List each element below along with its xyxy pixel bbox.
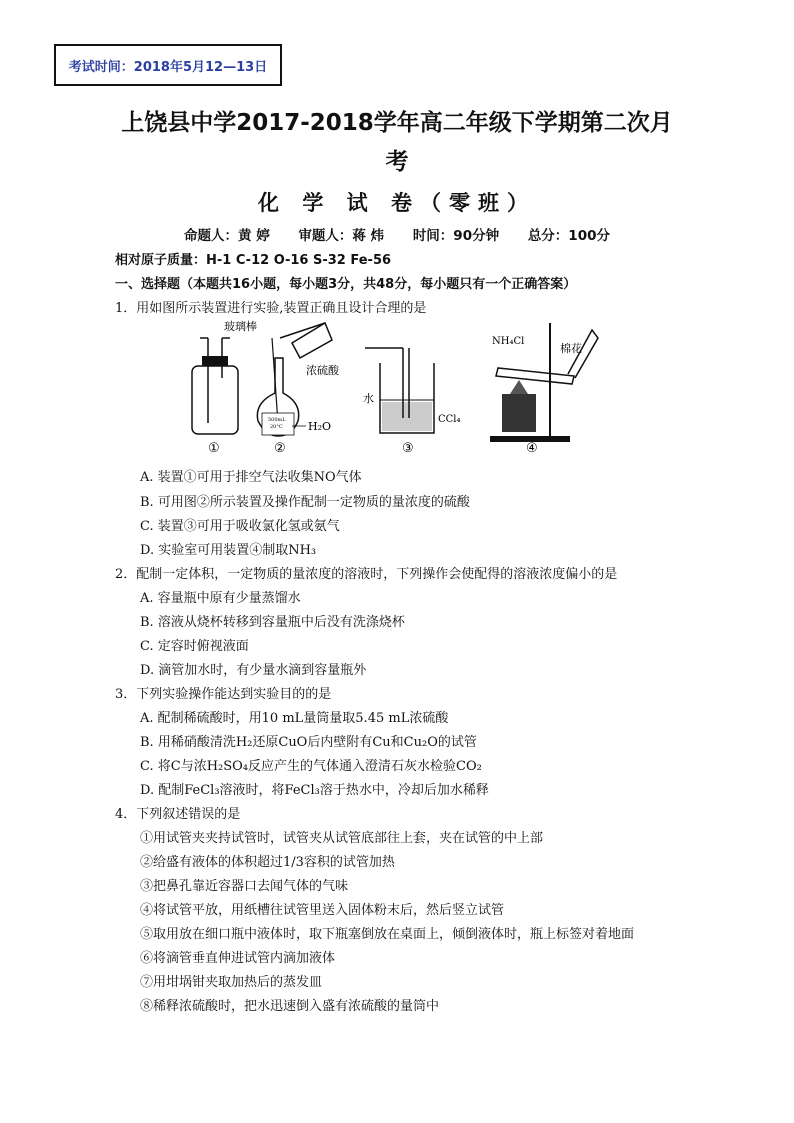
q4-item-5: ⑤取用放在细口瓶中液体时，取下瓶塞倒放在桌面上，倾倒液体时，瓶上标签对着地面 xyxy=(140,927,635,942)
apparatus-figure xyxy=(180,318,600,456)
question-3-stem: 3．下列实验操作能达到实验目的的是 xyxy=(115,687,332,702)
apparatus-1 xyxy=(192,338,238,456)
page-title-line1: 上饶县中学2017-2018学年高二年级下学期第二次月 xyxy=(121,110,673,136)
q3-option-b: B. 用稀硝酸清洗H₂还原CuO后内壁附有Cu和Cu₂O的试管 xyxy=(140,735,477,750)
exam-time-box xyxy=(54,44,282,86)
svg-text:500mL: 500mL xyxy=(268,417,286,423)
atomic-mass: 相对原子质量：H-1 C-12 O-16 S-32 Fe-56 xyxy=(115,253,392,268)
q1-option-b: B. 可用图②所示装置及操作配制一定物质的量浓度的硫酸 xyxy=(140,495,470,510)
label-glass-rod: 玻璃棒 xyxy=(224,320,257,333)
q4-item-1: ①用试管夹夹持试管时，试管夹从试管底部往上套，夹在试管的中上部 xyxy=(140,831,544,846)
label-water: 水 xyxy=(363,392,374,405)
q2-option-d: D. 滴管加水时，有少量水滴到容量瓶外 xyxy=(140,663,367,678)
label-num-2: ② xyxy=(274,441,286,456)
apparatus-2 xyxy=(224,319,340,456)
exam-meta xyxy=(0,224,794,244)
apparatus-3 xyxy=(363,348,461,456)
q2-option-a: A. 容量瓶中原有少量蒸馏水 xyxy=(140,591,301,606)
question-1-stem: 1．用如图所示装置进行实验,装置正确且设计合理的是 xyxy=(115,301,427,316)
label-conc-acid: 浓硫酸 xyxy=(306,364,339,377)
q2-option-b: B. 溶液从烧杯转移到容量瓶中后没有洗涤烧杯 xyxy=(140,615,405,630)
svg-text:20°C: 20°C xyxy=(270,424,283,430)
q3-option-d: D. 配制FeCl₃溶液时，将FeCl₃溶于热水中，冷却后加水稀释 xyxy=(140,783,489,798)
duration: 时间：90分钟 xyxy=(412,228,500,244)
q3-option-a: A. 配制稀硫酸时，用10 mL量筒量取5.45 mL浓硫酸 xyxy=(140,711,449,726)
question-4-stem: 4．下列叙述错误的是 xyxy=(115,807,241,822)
q4-item-6: ⑥将滴管垂直伸进试管内滴加液体 xyxy=(140,951,336,966)
total-score: 总分：100分 xyxy=(527,228,610,244)
q4-item-3: ③把鼻孔靠近容器口去闻气体的气味 xyxy=(140,879,349,894)
page-title-line2: 考 xyxy=(385,149,409,175)
q2-option-c: C. 定容时俯视液面 xyxy=(140,639,249,654)
label-ccl4: CCl₄ xyxy=(438,414,461,425)
label-num-3: ③ xyxy=(402,441,414,456)
exam-time: 考试时间：2018年5月12—13日 xyxy=(68,59,268,75)
q4-item-7: ⑦用坩埚钳夹取加热后的蒸发皿 xyxy=(140,975,323,990)
apparatus-4 xyxy=(490,323,598,456)
page-subtitle: 化 学 试 卷（零班） xyxy=(258,191,536,215)
label-num-4: ④ xyxy=(526,441,538,456)
label-cotton: 棉花 xyxy=(560,342,582,355)
label-h2o: H₂O xyxy=(308,420,332,433)
q1-option-c: C. 装置③可用于吸收氯化氢或氨气 xyxy=(140,519,340,534)
q4-item-8: ⑧稀释浓硫酸时，把水迅速倒入盛有浓硫酸的量筒中 xyxy=(140,999,440,1014)
reviewer: 审题人：蒋 炜 xyxy=(298,228,385,244)
q3-option-c: C. 将C与浓H₂SO₄反应产生的气体通入澄清石灰水检验CO₂ xyxy=(140,759,482,774)
q1-option-a: A. 装置①可用于排空气法收集NO气体 xyxy=(140,470,362,485)
question-2-stem: 2．配制一定体积，一定物质的量浓度的溶液时，下列操作会使配得的溶液浓度偏小的是 xyxy=(115,567,618,582)
q4-item-2: ②给盛有液体的体积超过1/3容积的试管加热 xyxy=(140,855,395,870)
label-nh4cl: NH₄Cl xyxy=(492,336,525,347)
q1-option-d: D. 实验室可用装置④制取NH₃ xyxy=(140,543,317,558)
section-title: 一、选择题（本题共16小题，每小题3分，共48分，每小题只有一个正确答案） xyxy=(115,277,577,292)
author: 命题人：黄 婷 xyxy=(184,228,270,244)
label-num-1: ① xyxy=(208,441,220,456)
q4-item-4: ④将试管平放，用纸槽往试管里送入固体粉末后，然后竖立试管 xyxy=(140,903,505,918)
